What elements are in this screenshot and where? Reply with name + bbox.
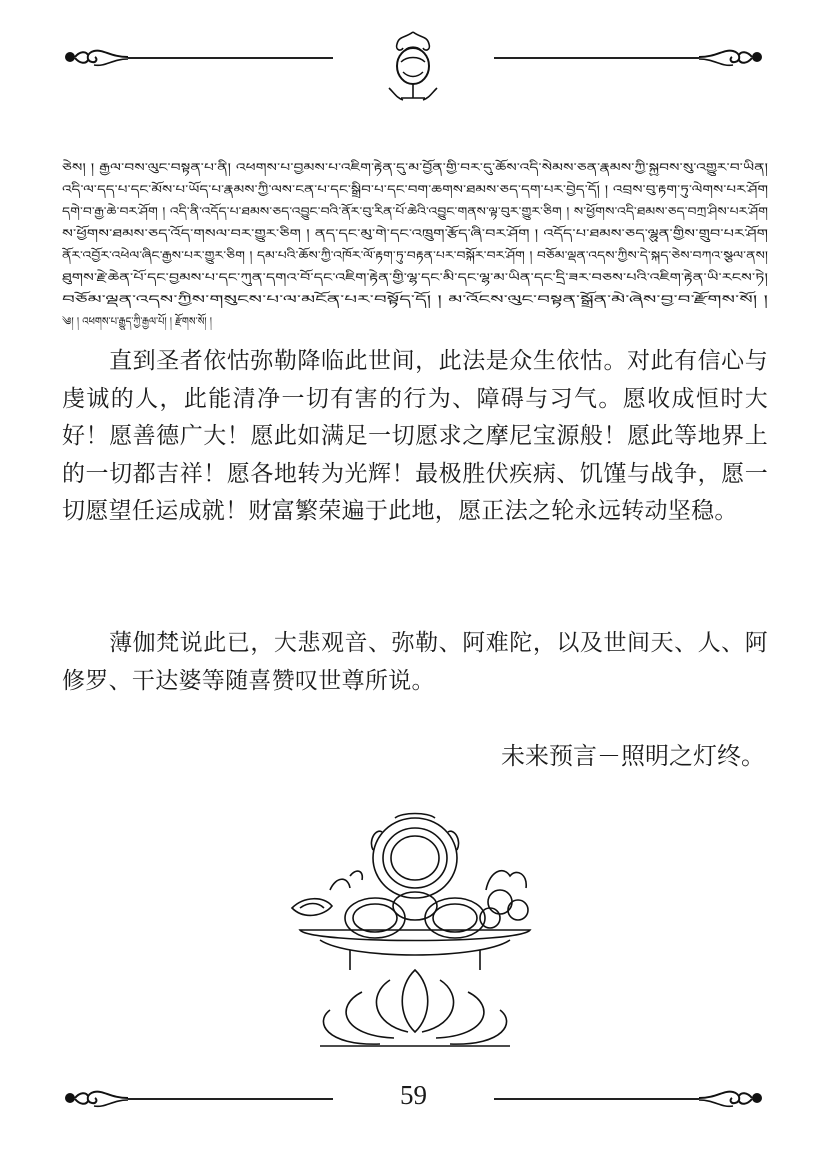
tibetan-line bbox=[62, 199, 768, 220]
tibetan-text-block bbox=[62, 155, 768, 331]
bottom-right-flourish bbox=[697, 1086, 767, 1110]
svg-text:དགེ་བ་རྒྱ་ཆེ་བར་ཤོག ། འདི་ནི་འ: དགེ་བ་རྒྱ་ཆེ་བར་ཤོག ། འདི་ནི་འདོད་པ་ཐམས་ཅད་འབྱུང་བའི་ནོར་བུ་རིན་པོ་ཆེའི་འབྱུང་གནས་ལྟ་བུར་གྱུར་ཅིག ། ས་ཕྱོགས་འདི་ཐམས་ཅད་བཀྲ་ཤིས་པར་ཤོག bbox=[62, 205, 617, 218]
top-left-rule bbox=[128, 57, 333, 59]
svg-text:ཅེས། ། རྒྱལ་བས་ལུང་བསྟན་པ་ནི།: ཅེས། ། རྒྱལ་བས་ལུང་བསྟན་པ་ནི། འཕགས་པ་བྱམས་པ་འཇིག་རྟེན་དུ་མ་བྱོན་གྱི་བར་དུ་ཆོས་འདི་སེམས་ཅན་རྣམས་ཀྱི་སྐྱབས་སུ་འགྱུར་བ་ཡིན། bbox=[62, 161, 563, 174]
offering-bowl-illustration bbox=[290, 810, 540, 1050]
svg-text:༄། ། འཕགས་པ་རྒྱུད་ཀྱི་རྒྱལ་པོ།: ༄། ། འཕགས་པ་རྒྱུད་ཀྱི་རྒྱལ་པོ། ། རྫོགས་སོ། ། bbox=[62, 315, 229, 328]
page-number: 59 bbox=[400, 1080, 427, 1110]
top-right-flourish bbox=[697, 45, 767, 69]
top-left-flourish bbox=[60, 45, 130, 69]
closing-line: 未来预言－照明之灯终。 bbox=[501, 742, 765, 770]
tibetan-line bbox=[62, 287, 768, 308]
body-paragraph: 薄伽梵说此已，大悲观音、弥勒、阿难陀，以及世间天、人、阿修罗、干达婆等随喜赞叹世尊所说。 bbox=[62, 630, 768, 694]
tibetan-line bbox=[62, 155, 768, 176]
conch-emblem-icon bbox=[383, 28, 443, 106]
svg-text:ས་ཕྱོགས་ཐམས་ཅད་འོད་གསལ་བར་གྱུར: ས་ཕྱོགས་ཐམས་ཅད་འོད་གསལ་བར་གྱུར་ཅིག ། ནད་དང་མུ་གེ་དང་འཁྲུག་རྩོད་ཞི་བར་ཤོག ། འདོད་པ་ཐམས་ཅད་ལྷུན་གྱིས་གྲུབ་པར་ཤོག bbox=[62, 227, 542, 240]
svg-text:འདི་ལ་དད་པ་དང་མོས་པ་ཡོད་པ་རྣམས: འདི་ལ་དད་པ་དང་མོས་པ་ཡོད་པ་རྣམས་ཀྱི་ལས་ངན་པ་དང་སྒྲིབ་པ་དང་བག་ཆགས་ཐམས་ཅད་དག་པར་བྱེད་དོ། ། འབྲས་བུ་རྟག་ཏུ་ལེགས་པར་ཤོག bbox=[62, 183, 574, 196]
tibetan-line bbox=[62, 177, 768, 198]
bottom-right-rule bbox=[494, 1098, 699, 1100]
tibetan-line bbox=[62, 265, 768, 286]
tibetan-line bbox=[62, 243, 768, 264]
svg-text:ཐུགས་རྗེ་ཆེན་པོ་དང་བྱམས་པ་དང་ཀ: ཐུགས་རྗེ་ཆེན་པོ་དང་བྱམས་པ་དང་ཀུན་དགའ་བོ་དང་འཇིག་རྟེན་གྱི་ལྷ་དང་མི་དང་ལྷ་མ་ཡིན་དང་དྲི་ཟར་བཅས་པའི་འཇིག་རྟེན་ཡི་རངས་ཏེ། bbox=[62, 271, 545, 284]
tibetan-line bbox=[62, 309, 768, 330]
tibetan-line bbox=[62, 221, 768, 242]
body-paragraph: 直到圣者依怙弥勒降临此世间，此法是众生依怙。对此有信心与虔诚的人，此能清净一切有害的行为、障碍与习气。愿收成恒时大好！愿善德广大！愿此如满足一切愿求之摩尼宝源般！愿此等地界上的一切都吉祥！愿各地转为光辉！最极胜伏疾病、饥馑与战争，愿一切愿望任运成就！财富繁荣遍于此地，愿正法之轮永远转动坚稳。 bbox=[62, 348, 768, 524]
svg-text:ནོར་འབྱོར་འཕེལ་ཞིང་རྒྱས་པར་གྱུ: ནོར་འབྱོར་འཕེལ་ཞིང་རྒྱས་པར་གྱུར་ཅིག ། དམ་པའི་ཆོས་ཀྱི་འཁོར་ལོ་རྟག་ཏུ་བརྟན་པར་བསྐོར་བར་ཤོག ། བཅོམ་ལྡན་འདས་ཀྱིས་དེ་སྐད་ཅེས་བཀའ་སྩལ་ནས། bbox=[62, 249, 618, 262]
svg-text:བཅོམ་ལྡན་འདས་ཀྱིས་གསུངས་པ་ལ་མང: བཅོམ་ལྡན་འདས་ཀྱིས་གསུངས་པ་ལ་མངོན་པར་བསྟོད་དོ། ། མ་འོངས་ལུང་བསྟན་སྒྲོན་མེ་ཞེས་བྱ་བ་རྫོགས་སོ། ། bbox=[62, 293, 450, 306]
top-right-rule bbox=[494, 57, 699, 59]
